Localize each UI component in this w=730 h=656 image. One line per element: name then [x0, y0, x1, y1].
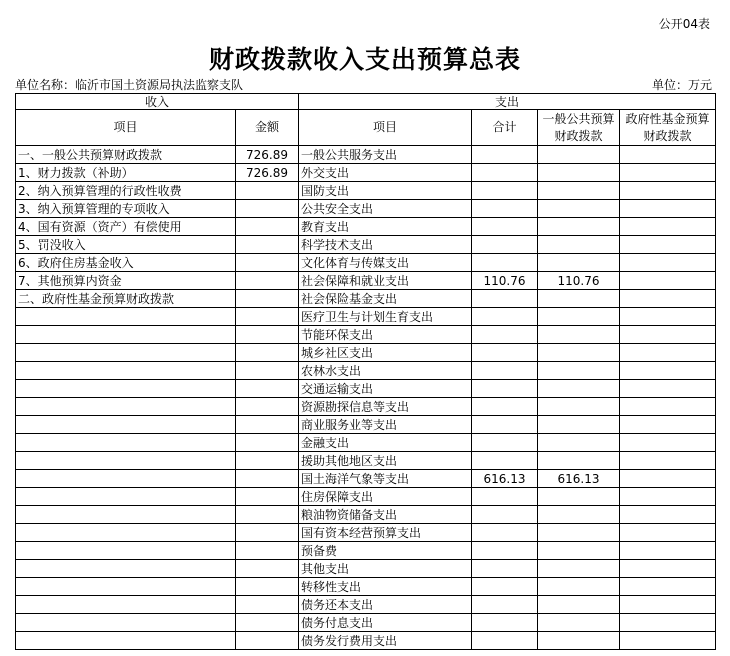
income-amount-cell [236, 344, 299, 362]
table-row [16, 308, 716, 326]
expense-item-cell: 国防支出 [299, 182, 472, 200]
table-row [16, 452, 716, 470]
expense-item-cell: 科学技术支出 [299, 236, 472, 254]
income-amount-cell [236, 578, 299, 596]
fund-budget-cell [620, 272, 716, 290]
fund-budget-cell [620, 182, 716, 200]
income-amount-cell [236, 236, 299, 254]
income-amount-cell [236, 272, 299, 290]
income-amount-cell [236, 434, 299, 452]
expense-item-cell: 社会保险基金支出 [299, 290, 472, 308]
income-amount-header: 金额 [236, 110, 299, 146]
general-budget-cell [538, 524, 620, 542]
total-cell [472, 344, 538, 362]
fund-budget-cell [620, 362, 716, 380]
income-amount-cell [236, 488, 299, 506]
income-item-cell [16, 362, 236, 380]
income-item-cell [16, 560, 236, 578]
unit-measure: 单位：万元 [651, 78, 712, 92]
expense-item-header: 项目 [299, 110, 472, 146]
income-item-cell: 5、罚没收入 [16, 236, 236, 254]
expense-item-cell: 住房保障支出 [299, 488, 472, 506]
general-budget-cell [538, 614, 620, 632]
income-item-cell [16, 488, 236, 506]
table-row [16, 488, 716, 506]
income-item-cell: 1、财力拨款（补助） [16, 164, 236, 182]
total-cell [472, 542, 538, 560]
table-row [16, 326, 716, 344]
income-item-cell [16, 614, 236, 632]
fund-budget-cell [620, 200, 716, 218]
table-row [16, 560, 716, 578]
table-row [16, 362, 716, 380]
total-cell [472, 560, 538, 578]
income-item-cell [16, 578, 236, 596]
income-amount-cell [236, 218, 299, 236]
income-amount-cell [236, 416, 299, 434]
income-amount-cell: 726.89 [236, 164, 299, 182]
form-code: 公开04表 [658, 17, 710, 31]
income-item-cell: 4、国有资源（资产）有偿使用 [16, 218, 236, 236]
fund-budget-cell [620, 326, 716, 344]
expense-item-cell: 交通运输支出 [299, 380, 472, 398]
income-amount-cell [236, 398, 299, 416]
expense-item-cell: 外交支出 [299, 164, 472, 182]
table-row [16, 578, 716, 596]
total-cell [472, 326, 538, 344]
income-amount-cell [236, 524, 299, 542]
fund-budget-cell [620, 146, 716, 164]
general-budget-cell [538, 362, 620, 380]
expense-item-cell: 预备费 [299, 542, 472, 560]
income-item-cell [16, 308, 236, 326]
fund-budget-cell [620, 380, 716, 398]
income-amount-cell: 726.89 [236, 146, 299, 164]
general-budget-cell: 110.76 [538, 272, 620, 290]
fund-budget-cell [620, 596, 716, 614]
income-item-cell: 3、纳入预算管理的专项收入 [16, 200, 236, 218]
table-row [16, 506, 716, 524]
income-item-cell: 二、政府性基金预算财政拨款 [16, 290, 236, 308]
expense-item-cell: 医疗卫生与计划生育支出 [299, 308, 472, 326]
total-cell [472, 200, 538, 218]
fund-budget-cell [620, 614, 716, 632]
expense-item-cell: 金融支出 [299, 434, 472, 452]
expense-item-cell: 商业服务业等支出 [299, 416, 472, 434]
expense-item-cell: 其他支出 [299, 560, 472, 578]
column-header-row [16, 110, 716, 146]
expense-item-cell: 农林水支出 [299, 362, 472, 380]
general-budget-cell [538, 146, 620, 164]
general-budget-cell [538, 380, 620, 398]
income-amount-cell [236, 542, 299, 560]
page-title: 财政拨款收入支出预算总表 [208, 45, 521, 74]
income-amount-cell [236, 326, 299, 344]
expense-section-header: 支出 [299, 94, 716, 110]
table-row [16, 398, 716, 416]
general-budget-cell [538, 596, 620, 614]
table-row [16, 434, 716, 452]
fund-budget-cell [620, 398, 716, 416]
fund-budget-cell [620, 524, 716, 542]
fund-budget-cell [620, 416, 716, 434]
general-budget-cell [538, 506, 620, 524]
table-row [16, 272, 716, 290]
income-item-cell [16, 596, 236, 614]
total-cell [472, 398, 538, 416]
general-budget-cell [538, 452, 620, 470]
unit-info-row [15, 76, 715, 92]
expense-item-cell: 一般公共服务支出 [299, 146, 472, 164]
fund-budget-cell [620, 632, 716, 650]
fund-budget-cell [620, 542, 716, 560]
income-amount-cell [236, 614, 299, 632]
total-cell: 616.13 [472, 470, 538, 488]
expense-item-cell: 教育支出 [299, 218, 472, 236]
general-budget-cell [538, 416, 620, 434]
total-cell [472, 506, 538, 524]
total-cell [472, 632, 538, 650]
general-budget-cell [538, 236, 620, 254]
fund-budget-cell [620, 164, 716, 182]
expense-item-cell: 粮油物资储备支出 [299, 506, 472, 524]
income-amount-cell [236, 362, 299, 380]
income-item-cell: 一、一般公共预算财政拨款 [16, 146, 236, 164]
total-cell [472, 254, 538, 272]
general-budget-cell [538, 182, 620, 200]
total-cell: 110.76 [472, 272, 538, 290]
fund-budget-header: 政府性基金预算财政拨款 [620, 110, 716, 146]
expense-item-cell: 节能环保支出 [299, 326, 472, 344]
expense-item-cell: 文化体育与传媒支出 [299, 254, 472, 272]
income-item-cell [16, 542, 236, 560]
table-row [16, 614, 716, 632]
table-row [16, 416, 716, 434]
income-item-cell [16, 506, 236, 524]
general-budget-cell [538, 560, 620, 578]
fund-budget-cell [620, 452, 716, 470]
table-row [16, 290, 716, 308]
table-row [16, 218, 716, 236]
general-budget-cell [538, 218, 620, 236]
income-item-cell [16, 380, 236, 398]
general-budget-header: 一般公共预算财政拨款 [538, 110, 620, 146]
table-row [16, 632, 716, 650]
fund-budget-cell [620, 308, 716, 326]
general-budget-cell [538, 308, 620, 326]
income-item-cell: 7、其他预算内资金 [16, 272, 236, 290]
table-row [16, 380, 716, 398]
income-item-cell [16, 344, 236, 362]
expense-item-cell: 社会保障和就业支出 [299, 272, 472, 290]
income-amount-cell [236, 470, 299, 488]
income-amount-cell [236, 290, 299, 308]
expense-item-cell: 债务付息支出 [299, 614, 472, 632]
table-row [16, 146, 716, 164]
income-item-cell [16, 470, 236, 488]
income-item-cell [16, 326, 236, 344]
expense-item-cell: 资源勘探信息等支出 [299, 398, 472, 416]
income-amount-cell [236, 380, 299, 398]
total-cell [472, 236, 538, 254]
total-cell [472, 218, 538, 236]
table-row [16, 164, 716, 182]
table-row [16, 470, 716, 488]
general-budget-cell [538, 290, 620, 308]
fund-budget-cell [620, 218, 716, 236]
general-budget-cell [538, 488, 620, 506]
income-item-cell [16, 452, 236, 470]
income-item-cell [16, 434, 236, 452]
total-cell [472, 308, 538, 326]
income-section-header: 收入 [16, 94, 299, 110]
total-cell [472, 146, 538, 164]
table-row [16, 182, 716, 200]
general-budget-cell: 616.13 [538, 470, 620, 488]
income-item-cell [16, 416, 236, 434]
income-item-cell: 2、纳入预算管理的行政性收费 [16, 182, 236, 200]
income-amount-cell [236, 506, 299, 524]
fund-budget-cell [620, 290, 716, 308]
total-cell [472, 182, 538, 200]
income-amount-cell [236, 308, 299, 326]
income-item-cell [16, 632, 236, 650]
general-budget-cell [538, 326, 620, 344]
general-budget-cell [538, 632, 620, 650]
general-budget-cell [538, 542, 620, 560]
table-row [16, 542, 716, 560]
general-budget-cell [538, 434, 620, 452]
fund-budget-cell [620, 344, 716, 362]
total-header: 合计 [472, 110, 538, 146]
income-item-header: 项目 [16, 110, 236, 146]
expense-item-cell: 国有资本经营预算支出 [299, 524, 472, 542]
income-amount-cell [236, 182, 299, 200]
section-header-row [16, 94, 716, 110]
expense-item-cell: 转移性支出 [299, 578, 472, 596]
expense-item-cell: 债务发行费用支出 [299, 632, 472, 650]
fund-budget-cell [620, 236, 716, 254]
expense-item-cell: 城乡社区支出 [299, 344, 472, 362]
income-amount-cell [236, 452, 299, 470]
total-cell [472, 578, 538, 596]
fund-budget-cell [620, 434, 716, 452]
fund-budget-cell [620, 578, 716, 596]
fund-budget-cell [620, 488, 716, 506]
table-row [16, 524, 716, 542]
general-budget-cell [538, 164, 620, 182]
fund-budget-cell [620, 254, 716, 272]
general-budget-cell [538, 398, 620, 416]
income-amount-cell [236, 560, 299, 578]
unit-name: 单位名称：临沂市国土资源局执法监察支队 [15, 78, 244, 92]
income-amount-cell [236, 632, 299, 650]
expense-item-cell: 国土海洋气象等支出 [299, 470, 472, 488]
general-budget-cell [538, 254, 620, 272]
total-cell [472, 614, 538, 632]
total-cell [472, 488, 538, 506]
fund-budget-cell [620, 470, 716, 488]
income-amount-cell [236, 200, 299, 218]
general-budget-cell [538, 578, 620, 596]
table-row [16, 200, 716, 218]
total-cell [472, 434, 538, 452]
total-cell [472, 362, 538, 380]
fund-budget-cell [620, 506, 716, 524]
general-budget-cell [538, 200, 620, 218]
total-cell [472, 452, 538, 470]
total-cell [472, 290, 538, 308]
table-row [16, 344, 716, 362]
income-amount-cell [236, 254, 299, 272]
table-row [16, 254, 716, 272]
table-row [16, 596, 716, 614]
total-cell [472, 596, 538, 614]
table-row [16, 236, 716, 254]
total-cell [472, 380, 538, 398]
total-cell [472, 416, 538, 434]
expense-item-cell: 援助其他地区支出 [299, 452, 472, 470]
total-cell [472, 524, 538, 542]
table-body [16, 146, 716, 650]
expense-item-cell: 债务还本支出 [299, 596, 472, 614]
income-item-cell: 6、政府住房基金收入 [16, 254, 236, 272]
fund-budget-cell [620, 560, 716, 578]
income-item-cell [16, 398, 236, 416]
income-item-cell [16, 524, 236, 542]
budget-table [15, 93, 716, 650]
total-cell [472, 164, 538, 182]
income-amount-cell [236, 596, 299, 614]
general-budget-cell [538, 344, 620, 362]
expense-item-cell: 公共安全支出 [299, 200, 472, 218]
